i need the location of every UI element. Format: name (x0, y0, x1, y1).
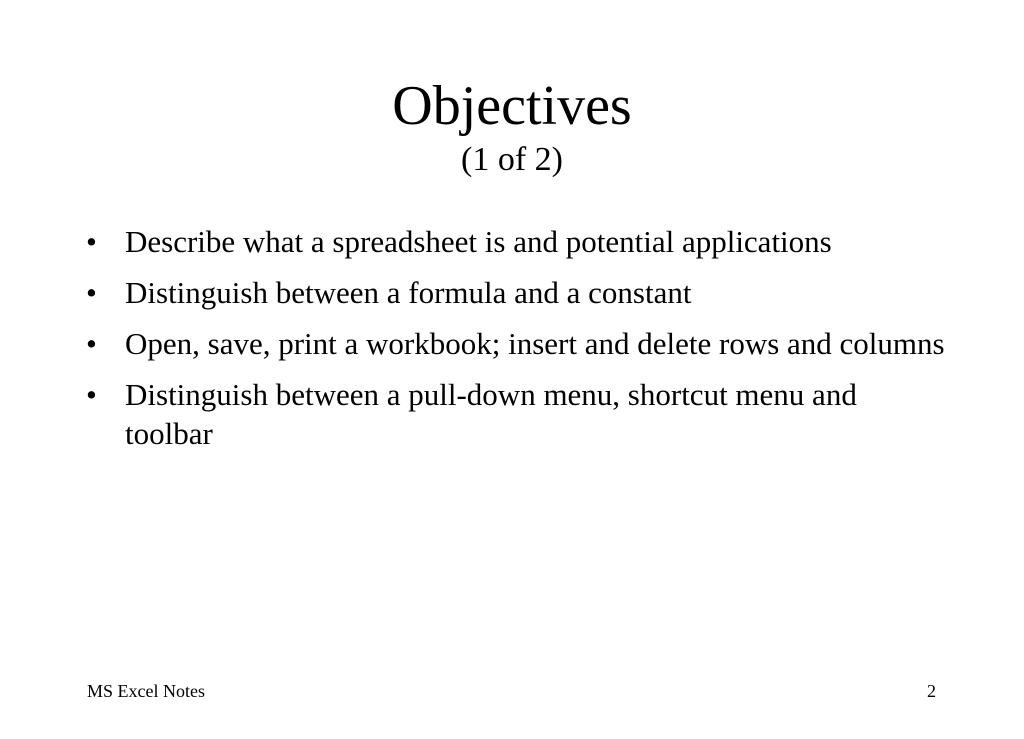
footer-label: MS Excel Notes (87, 681, 205, 701)
bullet-text: Open, save, print a workbook; insert and delete rows and columns (125, 326, 945, 361)
slide-title: Objectives (392, 75, 632, 137)
bullet-text: Distinguish between a pull-down menu, shortcut menu and toolbar (125, 377, 857, 451)
bullet-icon: • (86, 275, 97, 310)
bullet-icon: • (86, 377, 97, 412)
page-number: 2 (927, 681, 936, 701)
bullet-text: Distinguish between a formula and a constant (125, 275, 692, 310)
bullet-item (86, 273, 946, 312)
bullet-list (86, 222, 946, 465)
title-block (0, 74, 1024, 180)
bullet-item (86, 324, 946, 363)
bullet-item (86, 375, 946, 453)
slide-subtitle: (1 of 2) (461, 141, 563, 178)
bullet-text: Describe what a spreadsheet is and potential applications (125, 224, 832, 259)
bullet-icon: • (86, 224, 97, 259)
bullet-icon: • (86, 326, 97, 361)
bullet-item (86, 222, 946, 261)
